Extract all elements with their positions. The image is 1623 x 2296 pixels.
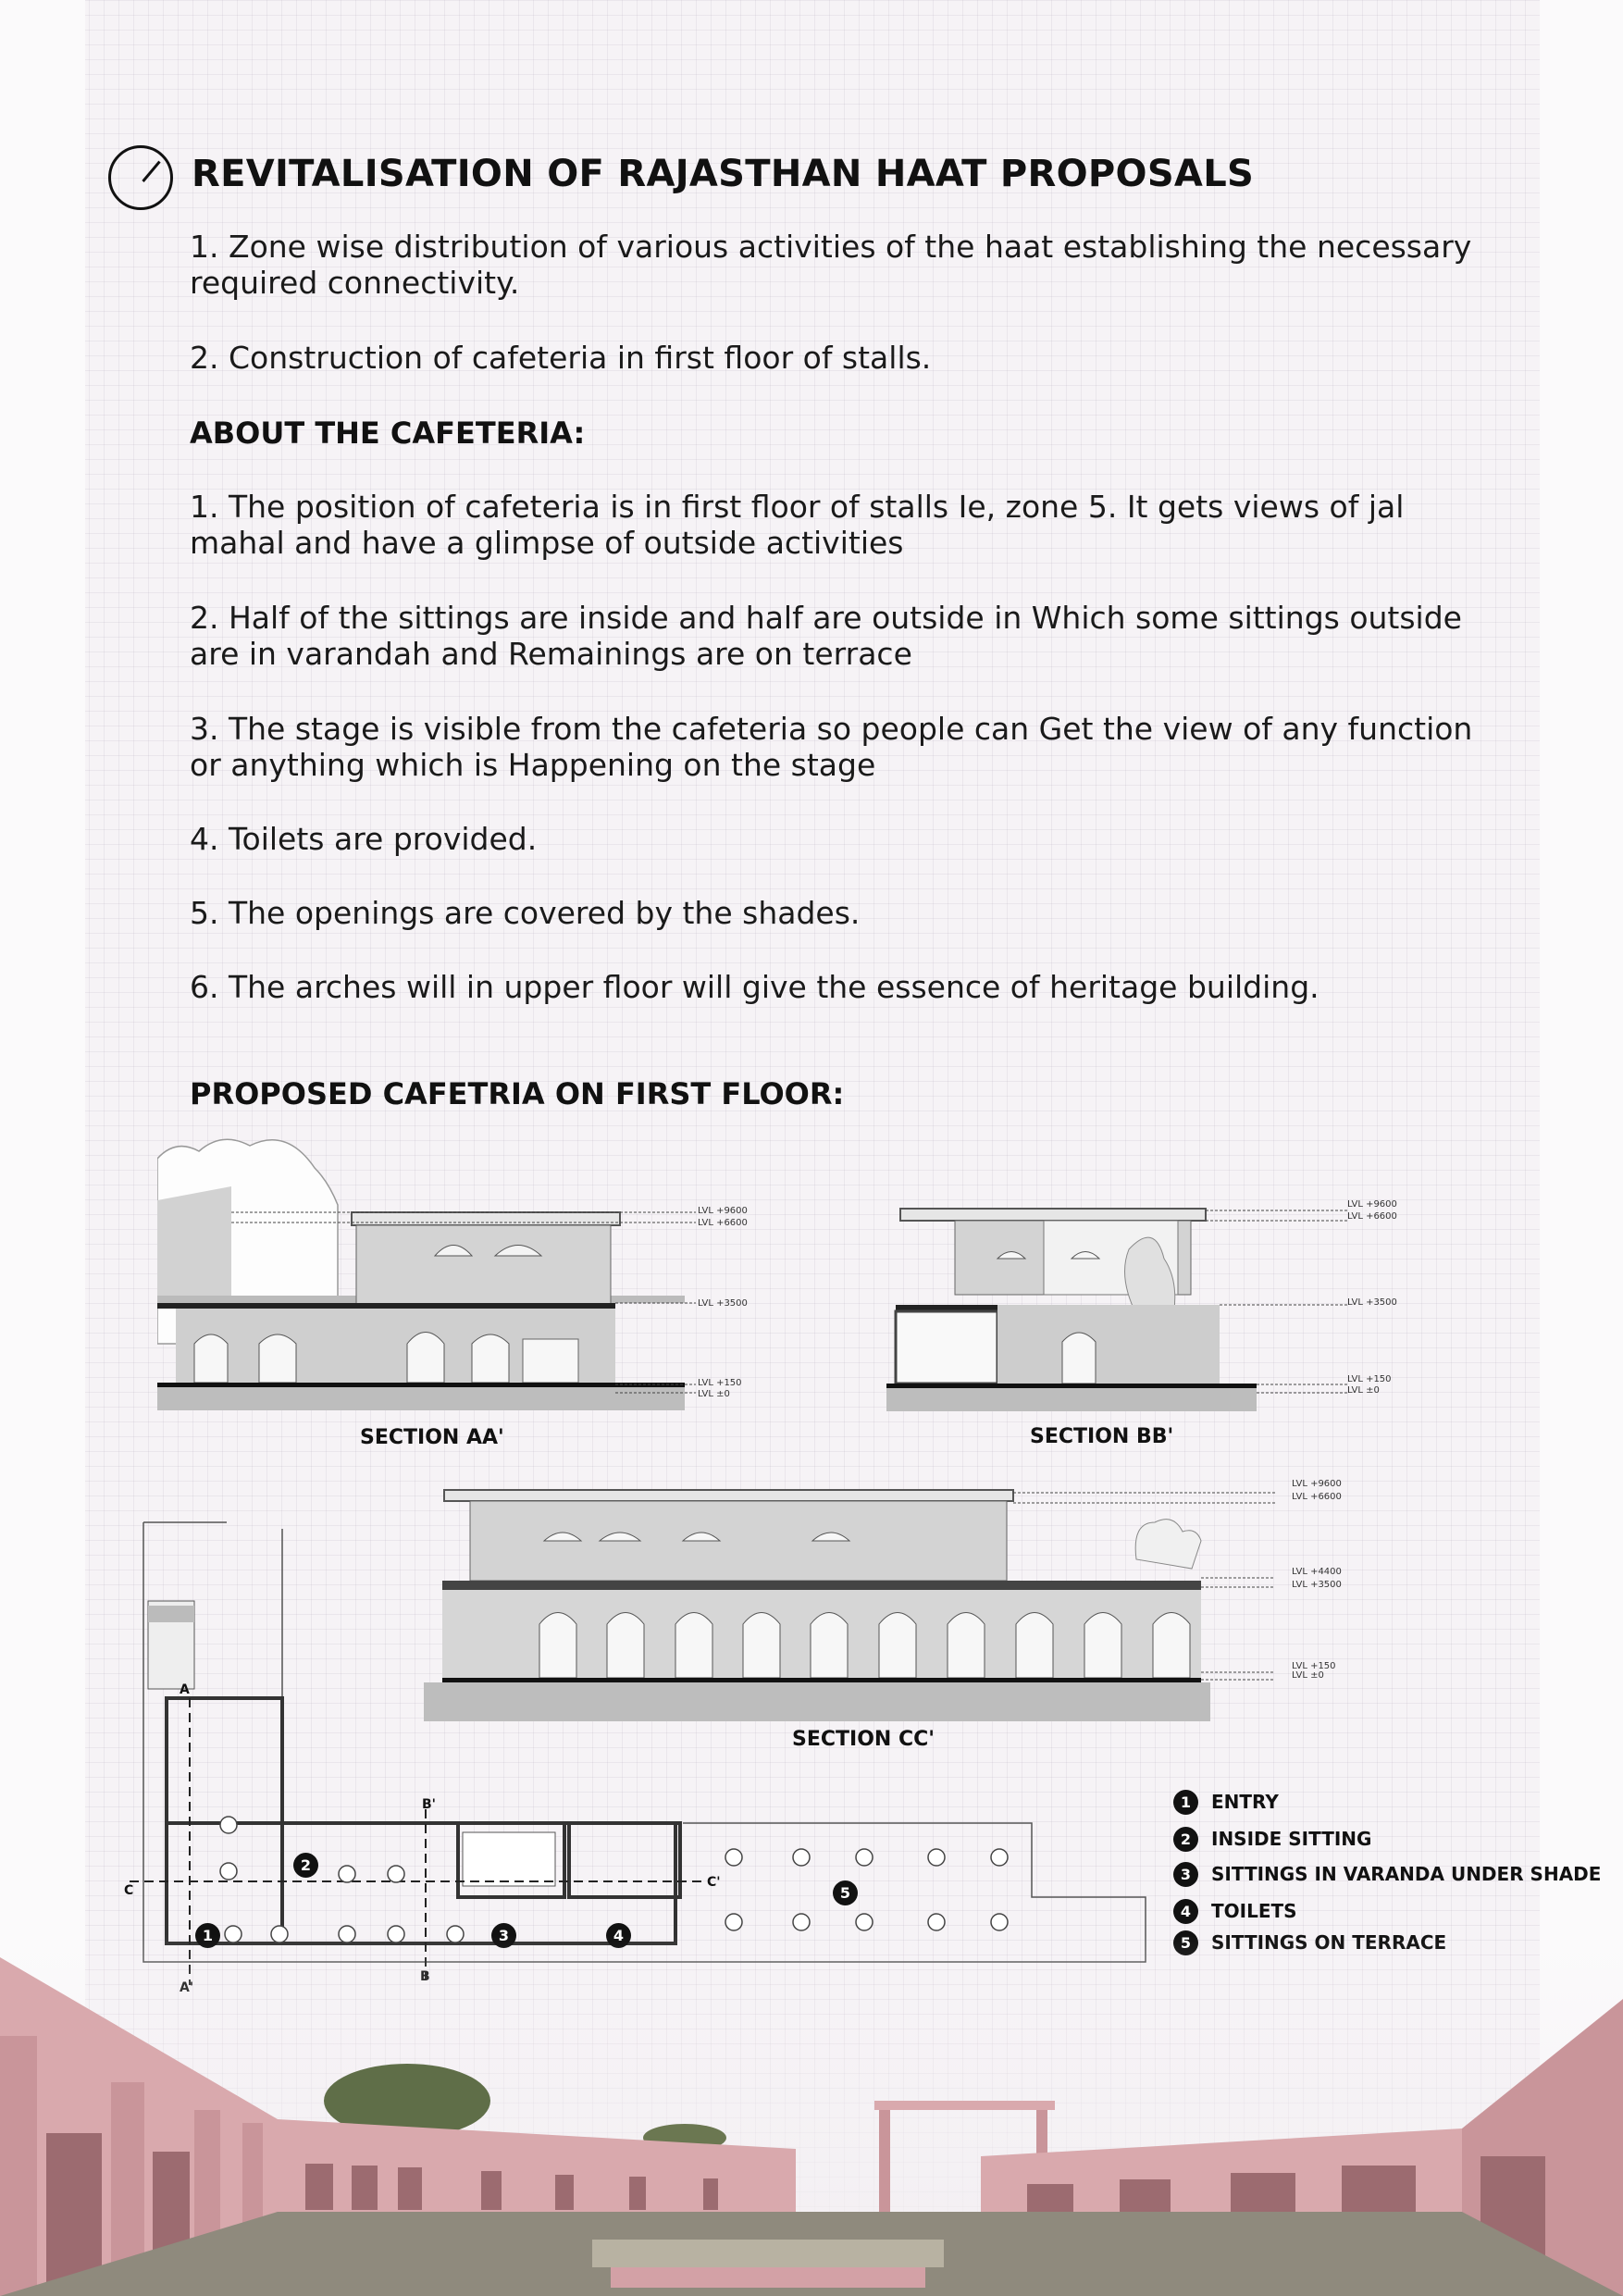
level-label: LVL +6600 (1347, 1211, 1397, 1222)
legend-label: TOILETS (1211, 1900, 1297, 1922)
level-label: LVL +6600 (1292, 1492, 1342, 1502)
level-label: LVL +150 (1292, 1661, 1336, 1671)
level-label: LVL +3500 (1347, 1297, 1397, 1308)
proposal-item: 1. Zone wise distribution of various activities of the haat establishing the necessary required connectivity. (190, 229, 1472, 301)
level-label: LVL ±0 (1292, 1670, 1324, 1681)
legend-number: 1 (1173, 1790, 1198, 1815)
drawings-heading: PROPOSED CAFETRIA ON FIRST FLOOR: (190, 1076, 845, 1111)
level-label: LVL +9600 (698, 1206, 748, 1216)
cafeteria-point: 4. Toilets are provided. (190, 821, 538, 857)
level-label: LVL +3500 (1292, 1580, 1342, 1590)
legend-item (1173, 1788, 1279, 1816)
level-label: LVL ±0 (698, 1389, 730, 1399)
legend-number: 2 (1173, 1827, 1198, 1852)
legend-item (1173, 1860, 1601, 1888)
section-bb-label: SECTION BB' (1030, 1425, 1174, 1448)
floor-plan-drawing (130, 1518, 1157, 1999)
level-label: LVL +9600 (1347, 1199, 1397, 1210)
plan-zone-number: 5 (833, 1880, 858, 1905)
plan-marker: B' (422, 1797, 436, 1812)
plan-marker: C' (707, 1875, 721, 1890)
courtyard-render (0, 1934, 1623, 2296)
cafeteria-point: 1. The position of cafeteria is in first floor of stalls Ie, zone 5. It gets views of jal mahal and have a glimpse of outside activities (190, 489, 1405, 561)
legend-label: INSIDE SITTING (1211, 1828, 1372, 1850)
legend-label: ENTRY (1211, 1791, 1279, 1813)
legend-number: 4 (1173, 1899, 1198, 1924)
cafeteria-point: 5. The openings are covered by the shades. (190, 895, 861, 931)
level-label: LVL +3500 (698, 1298, 748, 1309)
section-aa-label: SECTION AA' (360, 1426, 504, 1449)
plan-zone-number: 2 (293, 1853, 318, 1878)
level-label: LVL +9600 (1292, 1479, 1342, 1489)
legend-label: SITTINGS IN VARANDA UNDER SHADE (1211, 1863, 1602, 1885)
cafeteria-heading: ABOUT THE CAFETERIA: (190, 416, 586, 451)
legend-item (1173, 1825, 1371, 1853)
plan-marker: A (180, 1682, 190, 1697)
section-cc-label: SECTION CC' (792, 1728, 935, 1751)
section-bb-drawing (886, 1203, 1405, 1416)
level-label: LVL +4400 (1292, 1567, 1342, 1577)
legend-number: 3 (1173, 1862, 1198, 1887)
compass-icon (108, 145, 173, 210)
legend-item (1173, 1897, 1297, 1925)
level-label: LVL +6600 (698, 1218, 748, 1228)
cafeteria-point: 6. The arches will in upper floor will give the essence of heritage building. (190, 969, 1319, 1005)
cafeteria-point: 2. Half of the sittings are inside and half are outside in Which some sittings outside are in varandah and Remainings are on terrace (190, 600, 1462, 672)
level-label: LVL +150 (1347, 1374, 1392, 1384)
cafeteria-point: 3. The stage is visible from the cafeteria so people can Get the view of any function or anything which is Happening on the stage (190, 711, 1473, 783)
plan-marker: C (124, 1883, 134, 1898)
level-label: LVL ±0 (1347, 1385, 1380, 1396)
level-label: LVL +150 (698, 1378, 742, 1388)
proposal-item: 2. Construction of cafeteria in first floor of stalls. (190, 340, 932, 376)
section-aa-drawing (157, 1131, 824, 1418)
page-title: REVITALISATION OF RAJASTHAN HAAT PROPOSALS (192, 153, 1255, 195)
